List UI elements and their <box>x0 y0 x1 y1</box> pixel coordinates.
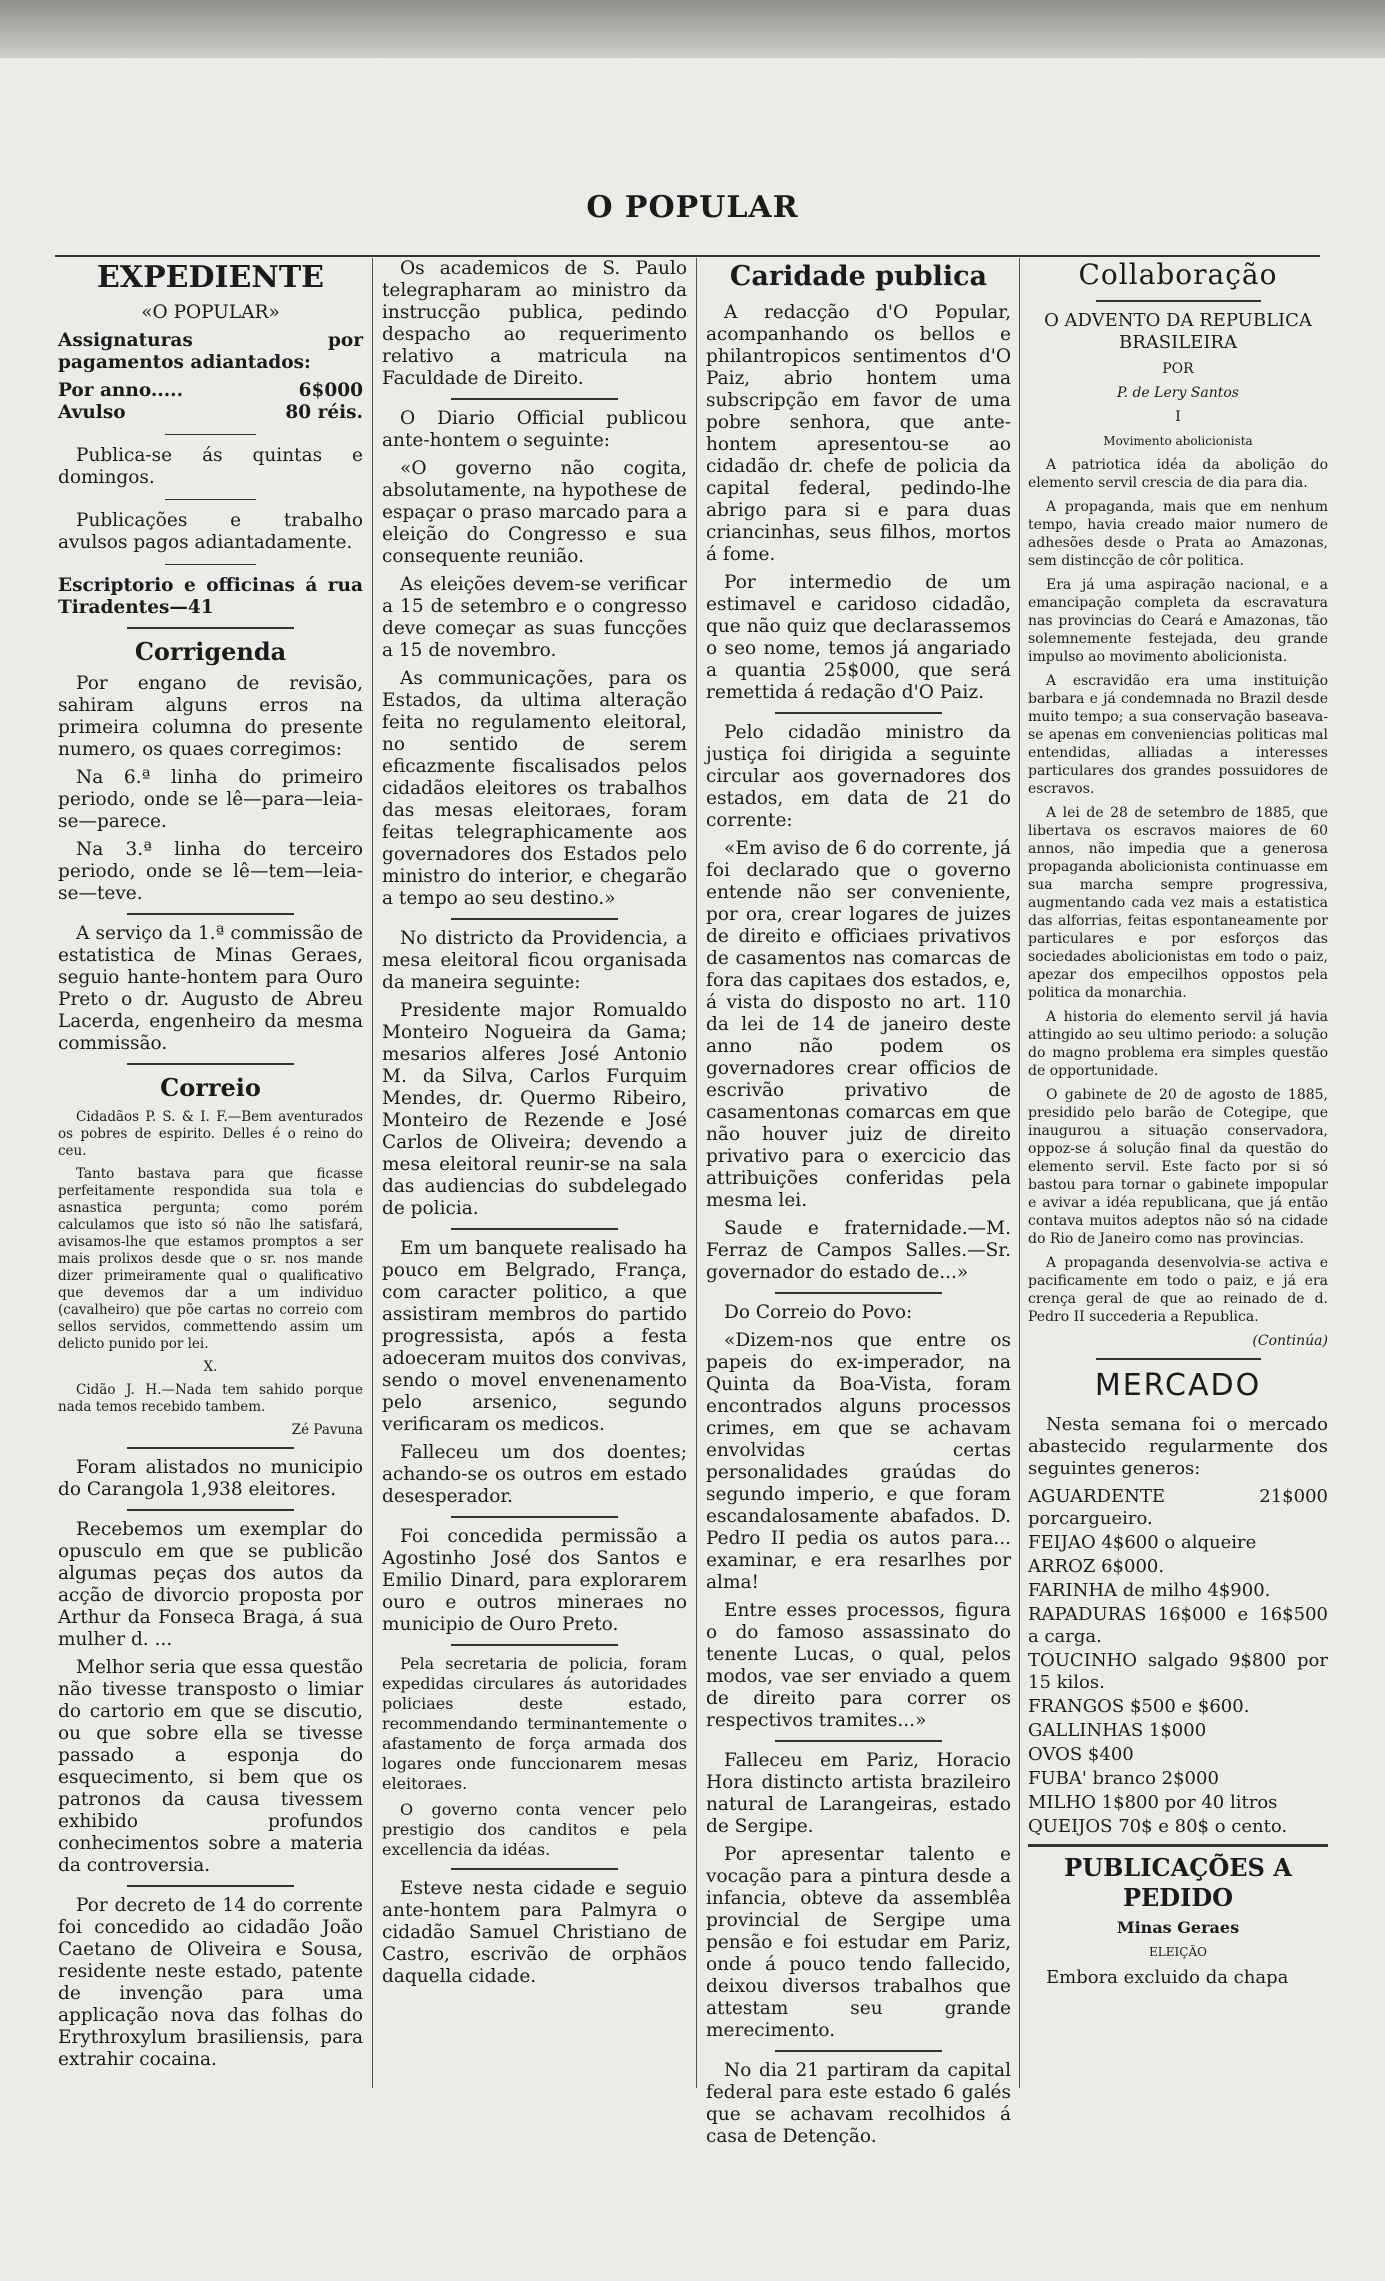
separator <box>451 1228 619 1230</box>
separator <box>775 712 943 714</box>
continua: (Continúa) <box>1252 1333 1328 1349</box>
separator <box>775 1740 943 1742</box>
paragraph: Falleceu em Pariz, Horacio Hora distincto artista brazileiro natural de Larangeiras, estado de Sergipe. <box>706 1750 1011 1837</box>
signature-x: X. <box>203 1359 218 1375</box>
column-3 <box>706 258 1011 2147</box>
correio-heading: Correio <box>160 1073 261 1102</box>
column-divider <box>372 258 373 2088</box>
paragraph: Em um banquete realisado ha pouco em Belgrado, França, com caracter politico, a que assistiram membros do partido progressista, após a festa adoeceram muitos dos convivas, sendo o movel envenenamento pelo arsenico, segundo verificaram os medicos. <box>382 1238 687 1435</box>
paragraph: Do Correio do Povo: <box>724 1302 913 1323</box>
separator <box>127 913 295 915</box>
separator <box>451 918 619 920</box>
price-label: Por anno..... <box>58 380 184 401</box>
paragraph: Pela secretaria de policia, foram expedidas circulares ás autoridades policiaes deste estado, recommendando terminantemente o afastamento de força armada dos logares onde funccionarem mesas eleitoraes. <box>382 1654 687 1793</box>
separator <box>127 1509 295 1511</box>
paragraph: Foi concedida permissão a Agostinho José dos Santos e Emilio Dinard, para explorarem ouro e outros mineraes no municipio de Ouro Preto. <box>382 1526 687 1635</box>
separator <box>1096 1358 1261 1360</box>
paragraph: Entre esses processos, figura o do famoso assassinato do tenente Lucas, o qual, pelos modos, vae ser enviado a quem de direito para correr os respectivos tramites...» <box>706 1600 1011 1731</box>
price-row-anno <box>58 380 363 402</box>
paragraph: Publica-se ás quintas e domingos. <box>58 445 363 488</box>
list-item: RAPADURAS 16$000 e 16$500 a carga. <box>1028 1604 1328 1647</box>
list-item: FUBA' branco 2$000 <box>1028 1768 1219 1789</box>
price-label: Avulso <box>58 402 126 423</box>
separator <box>451 1516 619 1518</box>
separator <box>451 398 619 400</box>
collaboracao-heading: Collaboração <box>1078 258 1278 291</box>
paragraph: Embora excluido da chapa <box>1046 1967 1289 1988</box>
by-line: POR <box>1162 361 1194 377</box>
paragraph: Era já uma aspiração nacional, e a emancipação completa da escravatura nas provincias do Ceará e Amazonas, tão solemnemente festejada, deu grande impulso ao movimento abolicionista. <box>1028 577 1328 665</box>
price-row-avulso <box>58 402 363 424</box>
list-item: AGUARDENTE 21$000 porcargueiro. <box>1028 1486 1328 1529</box>
subheading: Minas Geraes <box>1116 1918 1240 1937</box>
separator <box>127 1063 295 1065</box>
paragraph: Publicações e trabalho avulsos pagos adiantadamente. <box>58 510 363 553</box>
list-item: TOUCINHO salgado 9$800 por 15 kilos. <box>1028 1650 1328 1693</box>
column-1 <box>58 258 363 2088</box>
separator <box>451 1868 619 1870</box>
paragraph: As eleições devem-se verificar a 15 de setembro e o congresso deve começar as suas funcções a 15 de novembro. <box>382 574 687 661</box>
paragraph: O gabinete de 20 de agosto de 1885, presidido pelo barão de Cotegipe, que inaugurou a situação conservadora, oppoz-se á solução final da questão do elemento servil. Este facto por si só bastou para tornar o gabinete impopular e avivar a idéa republicana, que já então contava muitos adeptos não só na cidade do Rio de Janeiro como nas provincias. <box>1028 1087 1328 1247</box>
subheading: ELEIÇÃO <box>1149 1945 1207 1959</box>
article-title: O ADVENTO DA REPUBLICA BRASILEIRA <box>1044 310 1312 353</box>
paragraph: «Dizem-nos que entre os papeis do ex-imperador, na Quinta da Boa-Vista, foram encontrados alguns processos crimes, em que se achavam envolvidas certas personalidades graúdas do segundo imperio, e que foram escandalosamente abafados. D. Pedro II pedia os autos para... examinar, e era resarlhes por alma! <box>706 1330 1011 1593</box>
paragraph: Saude e fraternidade.—M. Ferraz de Campos Salles.—Sr. governador do estado de...» <box>706 1218 1011 1283</box>
column-4 <box>1028 258 1328 2088</box>
signature: Zé Pavuna <box>291 1422 363 1438</box>
paragraph: A lei de 28 de setembro de 1885, que libertava os escravos maiores de 60 annos, não impedia que a generosa propaganda abolicionista continuasse em sua marcha sempre progressiva, augmentando cada vez mais a estatistica das alforrias, feitas espontaneamente por particulares e por esforços das sociedades abolicionistas em todo o paiz, apezar dos empecilhos oppostos pela politica da monarchia. <box>1028 805 1328 1001</box>
paragraph: Falleceu um dos doentes; achando-se os outros em estado desesperador. <box>382 1442 687 1507</box>
separator <box>451 1644 619 1646</box>
paragraph: A serviço da 1.ª commissão de estatistica de Minas Geraes, seguio hante-hontem para Ouro Preto o dr. Augusto de Abreu Lacerda, engenheiro da mesma commissão. <box>58 923 363 1054</box>
price-value: 6$000 <box>298 380 363 401</box>
paper-name: «O POPULAR» <box>141 302 280 323</box>
mercado-heading: MERCADO <box>1094 1368 1262 1403</box>
paragraph: Por intermedio de um estimavel e caridoso cidadão, que não quiz que declarassemos o seo nome, temos já angariado a quantia 25$000, que será remettida á redação d'O Paiz. <box>706 572 1011 703</box>
list-item: MILHO 1$800 por 40 litros <box>1028 1792 1278 1813</box>
paragraph: No dia 21 partiram da capital federal para este estado 6 galés que se achavam recolhidos á casa de Detenção. <box>706 2060 1011 2147</box>
paragraph: Esteve nesta cidade e seguio ante-hontem para Palmyra o cidadão Samuel Christiano de Castro, escrivão de orphãos daquella cidade. <box>382 1878 687 1987</box>
list-item: FEIJAO 4$600 o alqueire <box>1028 1532 1257 1553</box>
publicacoes-heading: PUBLICAÇÕES A PEDIDO <box>1028 1844 1328 1913</box>
paragraph: Por engano de revisão, sahiram alguns erros na primeira columna do presente numero, os quaes corregimos: <box>58 673 363 760</box>
list-item: GALLINHAS 1$000 <box>1028 1720 1207 1741</box>
paragraph: Pelo cidadão ministro da justiça foi dirigida a seguinte circular aos governadores dos estados, em data de 21 do corrente: <box>706 722 1011 831</box>
separator <box>127 627 295 629</box>
separator <box>127 1447 295 1449</box>
separator <box>165 499 257 500</box>
paragraph: A redacção d'O Popular, acompanhando os bellos e philantropicos sentimentos d'O Paiz, abrio hontem uma subscripção em favor de uma pobre senhora, que ante-hontem apresentou-se ao cidadão dr. chefe de policia da capital federal, pedindo-lhe abrigo para si e para duas criancinhas, seus filhos, mortos á fome. <box>706 302 1011 565</box>
list-item: QUEIJOS 70$ e 80$ o cento. <box>1028 1816 1288 1837</box>
separator <box>165 434 257 435</box>
list-item: FRANGOS $500 e $600. <box>1028 1696 1250 1717</box>
scan-shadow <box>0 0 1385 58</box>
paragraph: No districto da Providencia, a mesa eleitoral ficou organisada da maneira seguinte: <box>382 928 687 993</box>
paragraph: Presidente major Romualdo Monteiro Nogueira da Gama; mesarios alferes José Antonio M. da Silva, Carlos Furquim Mendes, dr. Quermo Ribeiro, Monteiro de Rezende e José Carlos de Oliveira; devendo a mesa eleitoral reunir-se na sala das audiencias do subdelegado de policia. <box>382 1000 687 1219</box>
paragraph: Por decreto de 14 do corrente foi concedido ao cidadão João Caetano de Oliveira e Sousa, residente neste estado, patente de invenção para uma applicação nova das folhas do Erythroxylum brasiliensis, para extrahir cocaina. <box>58 1895 363 2070</box>
separator <box>775 2050 943 2052</box>
masthead: O POPULAR <box>586 190 799 225</box>
list-item: FARINHA de milho 4$900. <box>1028 1580 1271 1601</box>
list-item: OVOS $400 <box>1028 1744 1134 1765</box>
paragraph: A patriotica idéa da abolição do elemento servil crescia de dia para dia. <box>1028 457 1328 491</box>
expediente-heading: EXPEDIENTE <box>96 260 325 295</box>
paragraph: O governo conta vencer pelo prestigio dos canditos e pela excellencia da idéas. <box>382 1800 687 1859</box>
author: P. de Lery Santos <box>1116 385 1239 401</box>
separator <box>1096 300 1261 302</box>
paragraph: Recebemos um exemplar do opusculo em que se publicão algumas peças dos autos da acção de divorcio proposta por Arthur da Fonseca Braga, á sua mulher d. ... <box>58 1519 363 1650</box>
paragraph: A propaganda, mais que em nenhum tempo, havia creado maior numero de adhesões desde o Prata ao Amazonas, sem distincção de côr politica. <box>1028 499 1328 569</box>
price-value: 80 réis. <box>285 402 363 423</box>
section-number: I <box>1175 409 1181 425</box>
paragraph: A propaganda desenvolvia-se activa e pacificamente em todo o paiz, e já era crença geral de que ao reinado de d. Pedro II succederia a Republica. <box>1028 1255 1328 1325</box>
goods-list <box>1028 1486 1328 1838</box>
paragraph: Nesta semana foi o mercado abastecido regularmente dos seguintes generos: <box>1028 1414 1328 1479</box>
assinaturas: Assignaturas por pagamentos adiantados: <box>58 330 363 373</box>
paragraph: «O governo não cogita, absolutamente, na hypothese de espaçar o praso marcado para a eleição do Congresso e sua consequente reunião. <box>382 458 687 567</box>
separator <box>127 1885 295 1887</box>
column-divider <box>696 258 697 2088</box>
paragraph: As communicações, para os Estados, da ultima alteração feita no regulamento eleitoral, no sentido de serem eficazmente fiscalisados pelos cidadãos eleitores os trabalhos das mesas eleitoraes, foram feitas telegraphicamente aos governadores dos Estados pelo ministro do interior, e chegarão a tempo ao seu destino.» <box>382 668 687 909</box>
column-2 <box>382 258 687 2088</box>
paragraph: A historia do elemento servil já havia attingido ao seu ultimo periodo: a solução do magno problema era simples questão de opportunidade. <box>1028 1009 1328 1079</box>
paragraph: Na 6.ª linha do primeiro periodo, onde se lê—para—leia-se—parece. <box>58 767 363 832</box>
separator <box>165 564 257 565</box>
subheading: Movimento abolicionista <box>1103 434 1253 448</box>
paragraph: A escravidão era uma instituição barbara e já condemnada no Brazil desde muito tempo; a sua conservação baseava-se apenas em conveniencias politicas mal entendidas, alliadas a interesses particulares dos grandes possuidores de escravos. <box>1028 673 1328 797</box>
paragraph: Foram alistados no municipio do Carangola 1,938 eleitores. <box>58 1457 363 1500</box>
separator <box>775 1292 943 1294</box>
paragraph: Na 3.ª linha do terceiro periodo, onde se lê—tem—leia-se—teve. <box>58 839 363 904</box>
paragraph: Tanto bastava para que ficasse perfeitamente respondida sua tola e asnastica pergunta; como porém calculamos que isto só não lhe satisfará, avisamos-lhe que estamos promptos a ser mais prolixos desde que o sr. nos mande dizer primeiramente qual o qualificativo que devemos dar a um individuo (cavalheiro) que põe cartas no correio com sellos servidos, commettendo assim um delicto punido por lei. <box>58 1166 363 1352</box>
list-item: ARROZ 6$000. <box>1028 1556 1165 1577</box>
paragraph: Cidão J. H.—Nada tem sahido porque nada temos recebido tambem. <box>58 1382 363 1415</box>
escriptorio: Escriptorio e officinas á rua Tiradentes—41 <box>58 575 363 618</box>
paragraph: Os academicos de S. Paulo telegrapharam ao ministro da instrucção publica, pedindo despacho ao requerimento relativo a matricula na Faculdade de Direito. <box>382 258 687 389</box>
paragraph: «Em aviso de 6 do corrente, já foi declarado que o governo entende não ser conveniente, por ora, crear logares de juizes de direito e officiaes privativos de casamentos nas comarcas de fora das capitaes dos estados, e, á vista do disposto no art. 110 da lei de 14 de janeiro deste anno não podem os governadores crear officios de escrivão privativo de casamentonas comarcas em que não houver juiz de direito privativo para o exercicio das attribuições conferidas pela mesma lei. <box>706 838 1011 1211</box>
caridade-heading: Caridade publica <box>729 261 988 292</box>
corrigenda-heading: Corrigenda <box>134 637 287 666</box>
header-rule <box>55 255 1320 257</box>
paragraph: O Diario Official publicou ante-hontem o seguinte: <box>382 408 687 451</box>
paragraph: Por apresentar talento e vocação para a pintura desde a infancia, obteve da assemblêa provincial de Sergipe uma pensão e foi estudar em Pariz, onde á pouco tendo fallecido, deixou diversos trabalhos que attestam seu grande merecimento. <box>706 1844 1011 2041</box>
paragraph: Melhor seria que essa questão não tivesse transposto o limiar do cartorio em que se discutio, ou que sobre ella se tivesse passado a esponja do esquecimento, si bem que os patronos da causa tivessem exhibido profundos conhecimentos sobre a materia da controversia. <box>58 1657 363 1876</box>
column-divider <box>1019 258 1020 2088</box>
paragraph: Cidadãos P. S. & I. F.—Bem aventurados os pobres de espirito. Delles é o reino do ceu. <box>58 1109 363 1159</box>
